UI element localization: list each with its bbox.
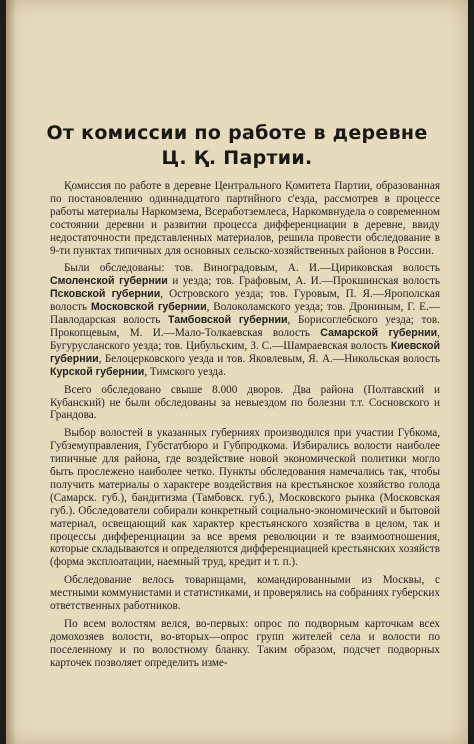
province-kursk: Курской губернии xyxy=(50,365,145,378)
text-segment: , Белоцерковского уезда и тов. Яковлевым, Я. А.—Никольская волость xyxy=(98,352,440,365)
province-tambov: Тамбовской губернии xyxy=(168,314,288,327)
text-segment: , Островского уезда; тов. Гуровым, П. Я.—Ярополская волость xyxy=(50,288,440,314)
paragraph-surveyed xyxy=(50,262,440,378)
province-pskov: Псковской губернии xyxy=(50,288,161,301)
text-segment: , Борисоглебского уезда; тов. Прокопцевым, М. И.—Мало-Толкаевская волость xyxy=(50,314,440,339)
page-title-line-1: От комиссии по работе в деревне xyxy=(46,122,428,144)
text-segment: , Волоколамского уезда; тов. Дрониным, Г. Е.—Павлодарская волость xyxy=(50,301,440,327)
paragraph-total: Всего обследовано свыше 8.000 дворов. Два района (Полтавский и Кубанский) не были обследованы за невыездом по болезни т.т. Сосновского и Грандова. xyxy=(50,383,440,422)
book-page xyxy=(6,0,468,744)
paragraph-method: По всем волостям велся, во-первых: опрос по подворным карточкам всех домохозяев волости, во-вторых—опрос групп жителей села и волости по поселенному и по волостному бланку. Таким образом, подсчет подворных карточек позволяет определить изме- xyxy=(50,618,440,669)
province-smolensk: Смоленской губернии xyxy=(50,275,168,288)
paragraph-commission: Қомиссия по работе в деревне Центрального Қомитета Партии, образованная по постановлению одиннадцатого партийного с'езда, рассмотрев в процессе работы материалы Наркомзема, Всеработземлеса, Наркомвнудела о современном состоянии деревни и развитии процесса дифференциации в деревне, ввиду недостаточности представленных материалов, решила провести обследование в 9-ти пунктах типичных для основных сельско-хозяйственных районов в России. xyxy=(50,180,440,257)
text-segment: , Бугурусланского уезда; тов. Цибульским, З. С.—Шамраевская волость xyxy=(50,326,440,352)
paragraph-selection: Выбор волостей в указанных губерниях производился при участии Губкома, Губземуправления, Губстатбюро и Губпродкома. Избирались волости наиболее типичные для района, где воздействие новой экономической политики могло быть прослежено наиболее четко. Пункты обследования намечались так, чтобы получить материалы о характере воздействия на крестьянское хозяйство голода (Самарск. губ.), бандитизма (Тамбовск. губ.), Московского рынка (Московская губ.). Обследователи собирали конкретный социально-экономический и бытовой материал, освещающий как характер крестьянского хозяйства в целом, так и процессы дифференциации за все время революции и те взаимоотношения, которые складываются и определяются дифференциацией крестьянских хозяйств (форма эксплоатации, наемный труд, кредит и т. п.). xyxy=(50,427,440,569)
province-moscow: Московской губернии xyxy=(90,301,207,314)
province-kiev: Киевской губернии xyxy=(50,339,440,365)
text-segment: и уезда; тов. Графовым, А. И.—Прокшинская волость xyxy=(167,275,440,288)
province-samara: Самарской губернии xyxy=(320,326,438,339)
text-segment: Были обследованы: тов. Виноградовым, А. И.—Цириковская волость xyxy=(64,262,440,275)
paragraph-conduct: Обследование велось товарищами, командированными из Москвы, с местными коммунистами и статистиками, и проверялись на собраниях губерских ответственных работников. xyxy=(50,574,440,613)
text-segment: , Тимского уезда. xyxy=(144,365,226,378)
body-text xyxy=(50,180,440,675)
page-title-line-2: Ц. Қ. Партии. xyxy=(161,147,313,169)
